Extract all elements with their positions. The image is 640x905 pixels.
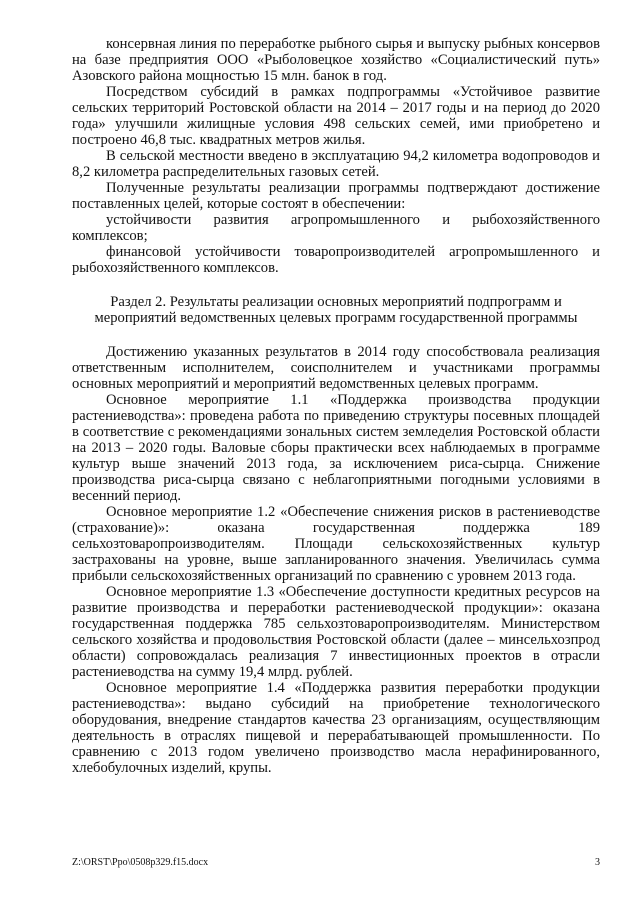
paragraph: Основное мероприятие 1.2 «Обеспечение снижения рисков в растениеводстве (страхование)»: оказана государственная поддержка 189 сельхозтоваропроизводителям. Площади сельскохозяйственных культур застрахованы на уровне, выше запланированного значения. Увеличилась сумма прибыли сельскохозяйственных организаций по сравнению с уровнем 2013 года.	[72, 504, 600, 584]
page-footer	[72, 857, 600, 868]
list-item: устойчивости развития агропромышленного и рыбохозяйственного комплексов;	[72, 212, 600, 244]
paragraph: Достижению указанных результатов в 2014 году способствовала реализация ответственным исполнителем, соисполнителем и участниками программы основных мероприятий и мероприятий ведомственных целевых программ.	[72, 344, 600, 392]
page-number: 3	[595, 857, 600, 868]
paragraph: В сельской местности введено в эксплуатацию 94,2 километра водопроводов и 8,2 километра распределительных газовых сетей.	[72, 148, 600, 180]
paragraph: Основное мероприятие 1.3 «Обеспечение доступности кредитных ресурсов на развитие производства и переработки растениеводческой продукции»: оказана государственная поддержка 785 сельхозтоваропроизводителям. Министерством сельского хозяйства и продовольствия Ростовской области (далее – минсельхозпрод области) сопровождалась реализация 7 инвестиционных проектов в отрасли растениеводства на сумму 19,4 млрд. рублей.	[72, 584, 600, 680]
paragraph: Посредством субсидий в рамках подпрограммы «Устойчивое развитие сельских территорий Ростовской области на 2014 – 2017 годы и на период до 2020 года» улучшили жилищные условия 498 сельских семей, ими приобретено и построено 46,8 тыс. квадратных метров жилья.	[72, 84, 600, 148]
document-body	[72, 36, 600, 776]
section-heading-line-1: Раздел 2. Результаты реализации основных мероприятий подпрограмм и	[110, 294, 562, 310]
spacer	[72, 276, 600, 294]
paragraph: консервная линия по переработке рыбного сырья и выпуску рыбных консервов на базе предприятия ООО «Рыболовецкое хозяйство «Социалистический путь» Азовского района мощностью 15 млн. банок в год.	[72, 36, 600, 84]
section-heading-line-2: мероприятий ведомственных целевых программ государственной программы	[94, 310, 578, 326]
spacer	[72, 326, 600, 344]
file-path: Z:\ORST\Ppo\0508p329.f15.docx	[72, 857, 209, 868]
paragraph: Основное мероприятие 1.4 «Поддержка развития переработки продукции растениеводства»: выдано субсидий на приобретение технологического оборудования, внедрение стандартов качества 23 организациям, осуществляющим деятельность в отраслях пищевой и перерабатывающей промышленности. По сравнению с 2013 годом увеличено производство масла нерафинированного, хлебобулочных изделий, крупы.	[72, 680, 600, 776]
paragraph: Полученные результаты реализации программы подтверждают достижение поставленных целей, которые состоят в обеспечении:	[72, 180, 600, 212]
paragraph: Основное мероприятие 1.1 «Поддержка производства продукции растениеводства»: проведена работа по приведению структуры посевных площадей в соответствие с рекомендациями зональных систем земледелия Ростовской области на 2013 – 2020 годы. Валовые сборы практически всех наблюдаемых в программе культур выше значений 2013 года, за исключением риса-сырца. Снижение производства риса-сырца связано с неблагоприятными погодными условиями в весенний период.	[72, 392, 600, 504]
list-item: финансовой устойчивости товаропроизводителей агропромышленного и рыбохозяйственного комплексов.	[72, 244, 600, 276]
